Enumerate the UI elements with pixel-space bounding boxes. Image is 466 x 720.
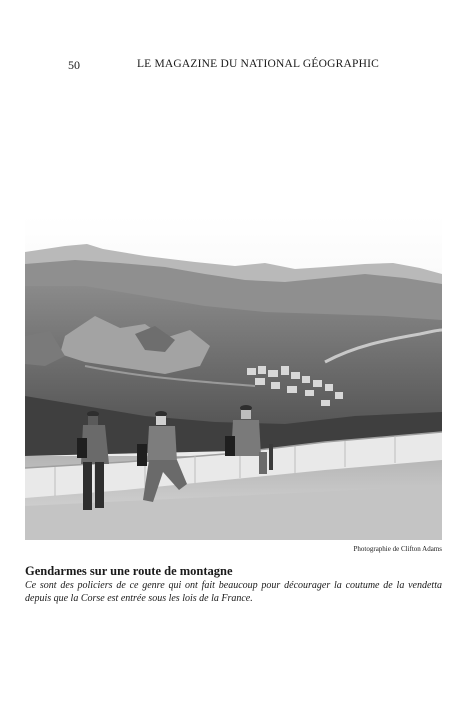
photograph-gendarmes-mountain-road [25, 216, 442, 540]
photo-credit: Photographie de Clifton Adams [353, 545, 442, 553]
page-number: 50 [68, 58, 80, 72]
running-head: LE MAGAZINE DU NATIONAL GÉOGRAPHIC [136, 58, 380, 70]
caption-title: Gendarmes sur une route de montagne [25, 564, 233, 578]
caption-body: Ce sont des policiers de ce genre qui ont fait beaucoup pour décourager la coutume de la vendetta depuis que la Corse est entrée sous les lois de la France. [25, 580, 442, 604]
